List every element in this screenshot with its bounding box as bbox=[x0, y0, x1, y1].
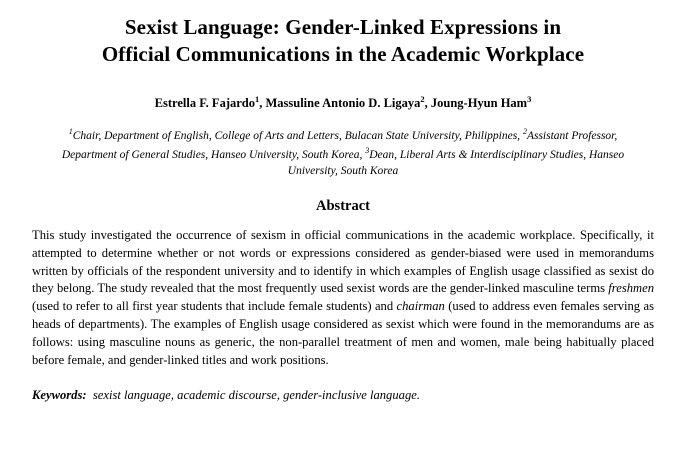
page-title bbox=[42, 14, 644, 68]
author-name: Joung-Hyun Ham bbox=[430, 95, 528, 110]
keywords bbox=[30, 387, 656, 405]
abstract-segment-1: This study investigated the occurrence of sexism in official communications in the academic workplace. Specifically, it attempted to determine whether or not words or expressions considered as gender-biased were used in memorandums written by officials of the respondent university and to identify in which examples of English usage classified as sexist do they belong. The study revealed that the most frequently used sexist words are the gender-linked masculine terms bbox=[32, 227, 654, 296]
author-entry bbox=[154, 93, 266, 110]
affiliation-marker: 1 bbox=[68, 127, 73, 137]
author-affiliation-marker: 1 bbox=[254, 93, 260, 104]
keywords-label: Keywords: bbox=[32, 387, 87, 402]
abstract-italic-term-freshmen: freshmen bbox=[608, 281, 654, 296]
author-name: Estrella F. Fajardo bbox=[154, 95, 255, 110]
abstract-text bbox=[30, 227, 656, 370]
abstract-heading: Abstract bbox=[316, 197, 370, 214]
author-affiliation-marker: 2 bbox=[420, 93, 425, 104]
abstract-segment-3: (used to address even females serving as heads of departments). The examples of English usage considered as sexist which were found in the memorandums are as follows: using masculine nouns as generic, the non-parallel treatment of men and women, male being habitually placed before female, and gender-linked titles and work positions. bbox=[32, 299, 654, 367]
title-line-2: Official Communications in the Academic Workplace bbox=[101, 41, 585, 66]
abstract-segment-2: (used to refer to all first year students that include female students) and bbox=[32, 299, 397, 314]
author-entry bbox=[265, 93, 431, 110]
affiliation-text: Chair, Department of English, College of Arts and Letters, Bulacan State University, Philippines, bbox=[72, 129, 523, 142]
title-line-1: Sexist Language: Gender-Linked Expressions in bbox=[124, 15, 562, 39]
affiliation-text: Dean, Liberal Arts & Interdisciplinary Studies, Hanseo University, South Korea bbox=[287, 148, 625, 178]
abstract-italic-term-chairman: chairman bbox=[396, 299, 445, 314]
affiliation-marker: 3 bbox=[365, 145, 370, 155]
affiliation-list bbox=[30, 126, 656, 180]
author-name: Massuline Antonio D. Ligaya bbox=[265, 95, 421, 110]
author-list bbox=[30, 94, 656, 111]
affiliation-marker: 2 bbox=[522, 127, 527, 137]
author-entry bbox=[430, 93, 532, 110]
author-separator: , bbox=[259, 95, 266, 110]
affiliation-text: Assistant Professor, Department of General Studies, Hanseo University, South Korea, bbox=[61, 129, 618, 161]
author-separator: , bbox=[424, 95, 431, 110]
keywords-list: sexist language, academic discourse, gender-inclusive language. bbox=[92, 387, 420, 402]
author-affiliation-marker: 3 bbox=[527, 93, 532, 104]
